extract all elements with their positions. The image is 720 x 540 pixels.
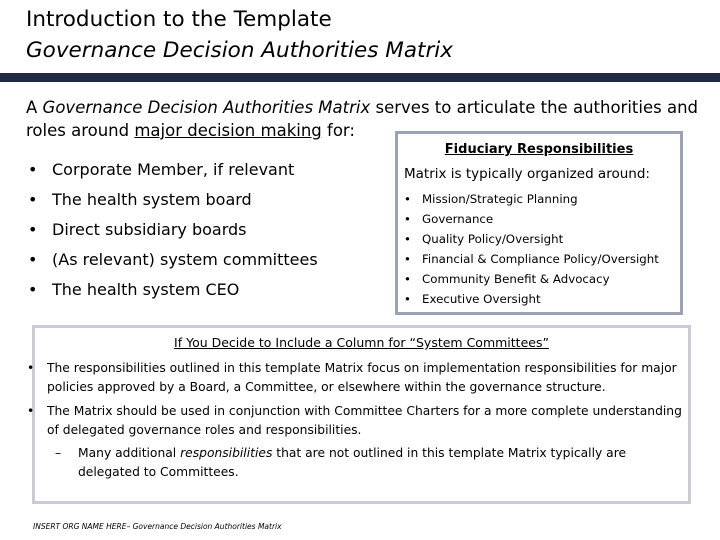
title-line-2: Governance Decision Authorities Matrix: [26, 38, 453, 63]
bullet-text: The responsibilities outlined in this template Matrix focus on implementation responsibilities for major policies approved by a Board, a Committee, or elsewhere within the governance structure.: [47, 361, 677, 394]
list-item: • Corporate Member, if relevant: [28, 155, 318, 185]
slide-title: [26, 4, 453, 66]
list-item: • Direct subsidiary boards: [28, 215, 318, 245]
list-item: • The health system CEO: [28, 275, 318, 305]
roles-list: [28, 155, 318, 305]
list-item: • Quality Policy/Oversight: [404, 229, 680, 249]
list-item: • The Matrix should be used in conjunction with Committee Charters for a more complete understanding of delegated governance roles and responsibilities.: [27, 402, 687, 440]
title-divider: [0, 73, 720, 82]
sub-suffix: that are not outlined in this template Matrix typically are delegated to Committees.: [78, 446, 627, 479]
sub-prefix: Many additional: [78, 446, 181, 460]
list-item: • Executive Oversight: [404, 289, 680, 309]
list-item: • Financial & Compliance Policy/Oversight: [404, 249, 680, 269]
sub-list-item: – Many additional responsibilities that are not outlined in this template Matrix typically are delegated to Committees.: [55, 446, 627, 479]
list-item: • Governance: [404, 209, 680, 229]
system-committees-box: [27, 325, 691, 504]
fiduciary-list: [404, 189, 680, 309]
list-item: • Mission/Strategic Planning: [404, 189, 680, 209]
fiduciary-heading: Fiduciary Responsibilities: [444, 142, 634, 157]
list-item: • The health system board: [28, 185, 318, 215]
list-item: • (As relevant) system committees: [28, 245, 318, 275]
system-committees-heading: If You Decide to Include a Column for “System Committees”: [174, 335, 549, 350]
intro-underlined: major decision making: [134, 121, 322, 140]
footer-text: INSERT ORG NAME HERE– Governance Decision Authorities Matrix: [33, 522, 282, 531]
title-line-1: Introduction to the Template: [26, 7, 332, 32]
sub-italic: responsibilities: [180, 446, 273, 460]
list-item: • Community Benefit & Advocacy: [404, 269, 680, 289]
intro-middle: serves to articulate the authorities and roles around: [26, 98, 699, 140]
intro-italic: Governance Decision Authorities Matrix: [42, 98, 371, 117]
intro-prefix: A: [26, 98, 43, 117]
intro-suffix: for:: [321, 121, 355, 140]
fiduciary-box: [395, 131, 683, 315]
list-item: • The responsibilities outlined in this template Matrix focus on implementation responsibilities for major policies approved by a Board, a Committee, or elsewhere within the governance structure.: [27, 359, 687, 397]
bullet-text: The Matrix should be used in conjunction with Committee Charters for a more complete understanding of delegated governance roles and responsibilities.: [47, 404, 682, 437]
fiduciary-subheading: Matrix is typically organized around:: [404, 166, 650, 182]
